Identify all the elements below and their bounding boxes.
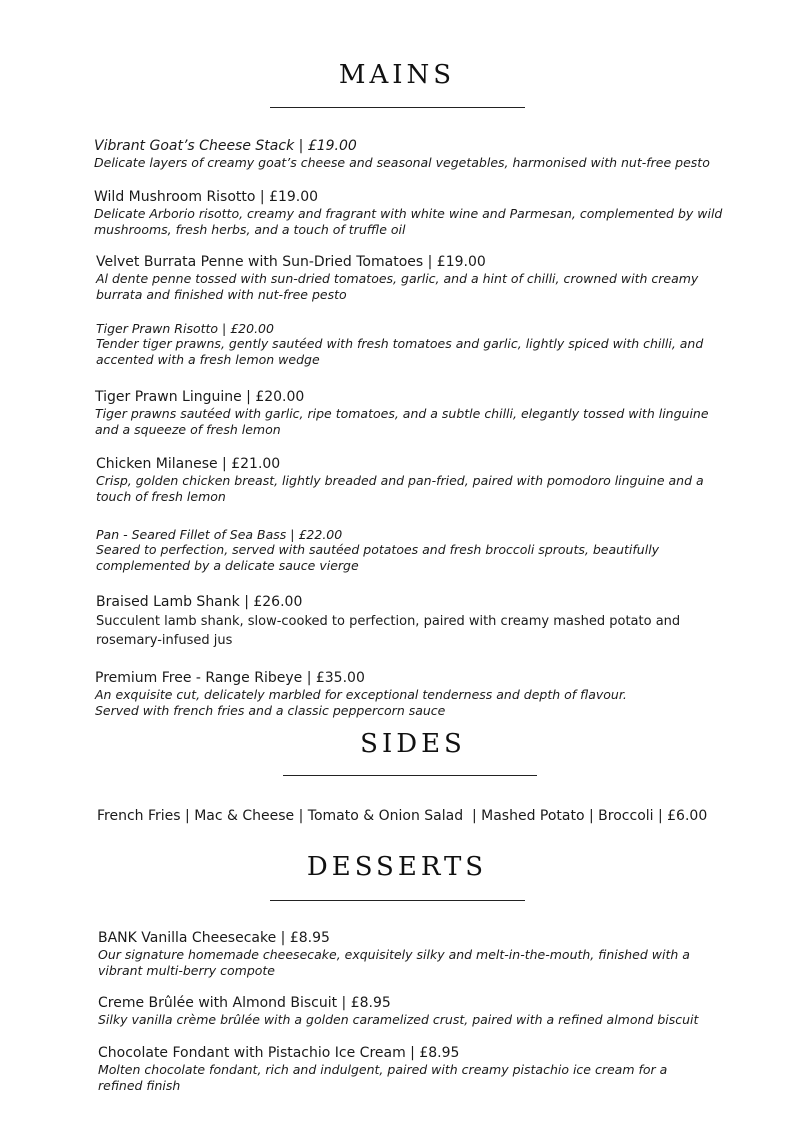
menu-item-title: Velvet Burrata Penne with Sun-Dried Tomatoes | £19.00 (96, 254, 486, 270)
menu-item (96, 527, 736, 573)
menu-item (98, 1045, 738, 1093)
menu-item-description: An exquisite cut, delicately marbled for exceptional tenderness and depth of flavour. Served with french fries and a classic peppercorn sauce (95, 687, 627, 718)
sides-list: French Fries | Mac & Cheese | Tomato & Onion Salad | Mashed Potato | Broccoli | £6.00 (97, 808, 708, 824)
menu-item-description: Seared to perfection, served with sautéed potatoes and fresh broccoli sprouts, beautifully complemented by a delicate sauce vierge (96, 542, 660, 573)
menu-item-title: Vibrant Goat’s Cheese Stack | £19.00 (94, 138, 357, 154)
menu-item (94, 138, 734, 171)
menu-item-description: Tiger prawns sautéed with garlic, ripe tomatoes, and a subtle chilli, elegantly tossed with linguine and a squeeze of fresh lemon (95, 406, 709, 437)
desserts-heading: DESSERTS (306, 852, 488, 882)
menu-item-description: Delicate layers of creamy goat’s cheese and seasonal vegetables, harmonised with nut-free pesto (94, 155, 710, 170)
menu-item (96, 456, 736, 504)
menu-item-title: Chocolate Fondant with Pistachio Ice Cream | £8.95 (98, 1045, 460, 1061)
menu-item-description: Al dente penne tossed with sun-dried tomatoes, garlic, and a hint of chilli, crowned with creamy burrata and finished with nut-free pesto (96, 271, 699, 302)
menu-item-title: Creme Brûlée with Almond Biscuit | £8.95 (98, 995, 391, 1011)
menu-item-description: Silky vanilla crème brûlée with a golden caramelized crust, paired with a refined almond biscuit (98, 1012, 699, 1027)
menu-item (96, 254, 736, 302)
menu-item-title: Tiger Prawn Linguine | £20.00 (95, 389, 305, 405)
menu-item (96, 594, 736, 650)
menu-item (95, 670, 735, 718)
menu-item-title: Chicken Milanese | £21.00 (96, 456, 281, 472)
menu-item (98, 930, 738, 978)
sides-divider (283, 775, 537, 776)
menu-item (95, 389, 735, 437)
menu-item-description: Molten chocolate fondant, rich and indulgent, paired with creamy pistachio ice cream for a refined finish (98, 1062, 668, 1093)
menu-item-title: BANK Vanilla Cheesecake | £8.95 (98, 930, 330, 946)
menu-item (96, 321, 736, 367)
menu-item (98, 995, 738, 1028)
menu-item (94, 189, 734, 237)
mains-divider (270, 107, 525, 108)
menu-item-title: Pan - Seared Fillet of Sea Bass | £22.00 (96, 527, 343, 542)
menu-item-description: Delicate Arborio risotto, creamy and fragrant with white wine and Parmesan, complemented by wild mushrooms, fresh herbs, and a touch of truffle oil (94, 206, 723, 237)
desserts-divider (270, 900, 525, 901)
menu-item-title: Tiger Prawn Risotto | £20.00 (96, 321, 274, 336)
sides-heading: SIDES (360, 729, 466, 759)
menu-item-title: Braised Lamb Shank | £26.00 (96, 594, 303, 610)
menu-item-description: Crisp, golden chicken breast, lightly breaded and pan-fried, paired with pomodoro linguine and a touch of fresh lemon (96, 473, 704, 504)
menu-item-title: Premium Free - Range Ribeye | £35.00 (95, 670, 365, 686)
mains-heading: MAINS (338, 60, 456, 90)
menu-item-title: Wild Mushroom Risotto | £19.00 (94, 189, 319, 205)
menu-item-description: Tender tiger prawns, gently sautéed with fresh tomatoes and garlic, lightly spiced with chilli, and accented with a fresh lemon wedge (96, 336, 704, 367)
menu-item-description: Succulent lamb shank, slow-cooked to perfection, paired with creamy mashed potato and rosemary-infused jus (96, 614, 681, 648)
menu-item-description: Our signature homemade cheesecake, exquisitely silky and melt-in-the-mouth, finished with a vibrant multi-berry compote (98, 947, 690, 978)
